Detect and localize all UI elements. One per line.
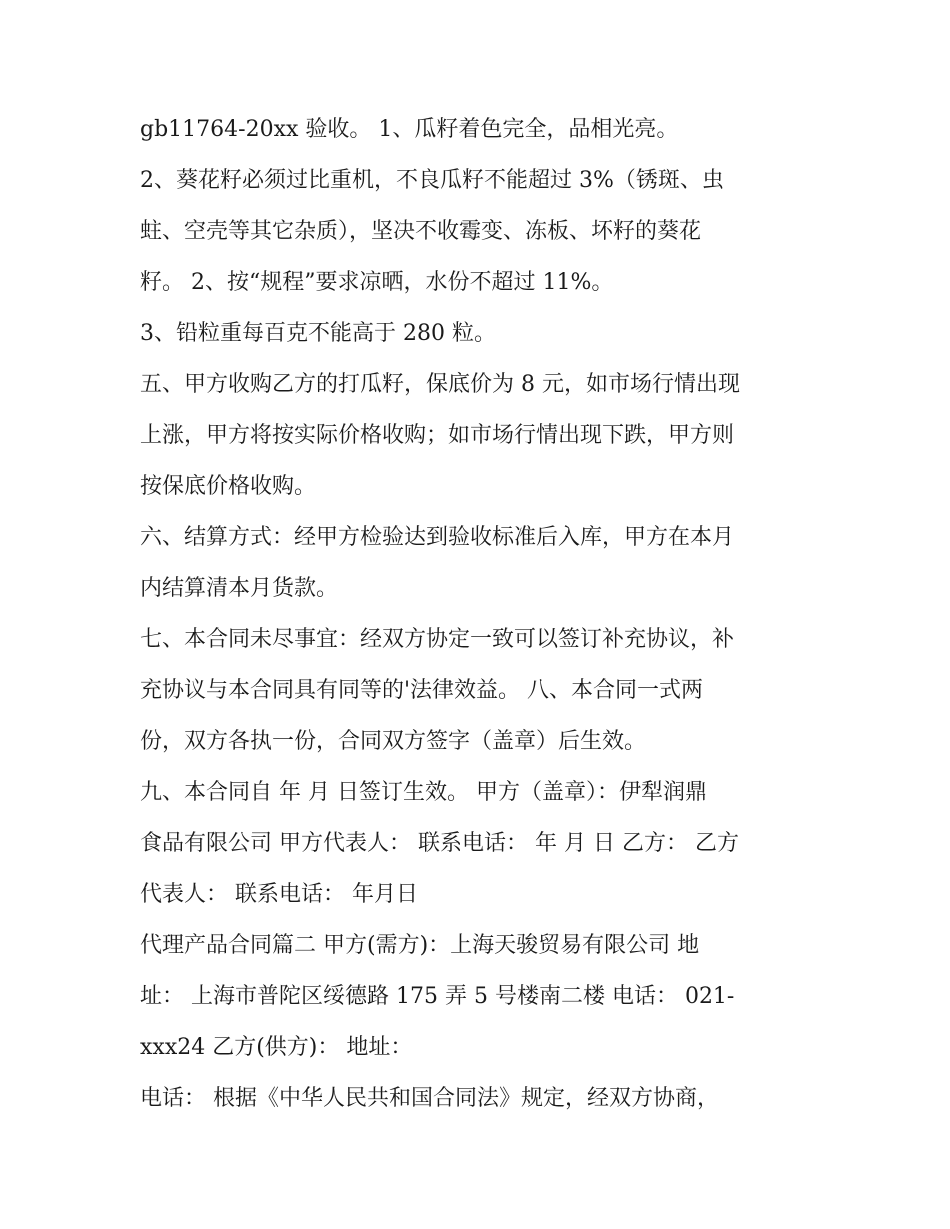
text-line: 内结算清本月货款。 bbox=[140, 576, 339, 601]
text-line: 七、本合同未尽事宜：经双方协定一致可以签订补充协议，补 bbox=[140, 627, 735, 652]
text-line: 蛀、空壳等其它杂质），坚决不收霉变、冻板、坏籽的葵花 bbox=[140, 219, 702, 244]
text-line: 代表人： 联系电话： 年月日 bbox=[140, 882, 418, 907]
text-line: 电话： 根据《中华人民共和国合同法》规定，经双方协商， bbox=[140, 1086, 719, 1111]
text-line: 上涨，甲方将按实际价格收购；如市场行情出现下跌，甲方则 bbox=[140, 423, 735, 448]
text-line: 址： 上海市普陀区绥德路 175 弄 5 号楼南二楼 电话： 021- bbox=[140, 984, 735, 1009]
text-line: 3、铅粒重每百克不能高于 280 粒。 bbox=[140, 321, 496, 346]
text-line: xxx24 乙方(供方)： 地址： bbox=[140, 1035, 413, 1060]
text-line: 六、结算方式：经甲方检验达到验收标准后入库，甲方在本月 bbox=[140, 525, 735, 550]
text-line: 按保底价格收购。 bbox=[140, 474, 317, 499]
text-line: 食品有限公司 甲方代表人： 联系电话： 年 月 日 乙方： 乙方 bbox=[140, 831, 739, 856]
text-line: 2、葵花籽必须过比重机，不良瓜籽不能超过 3%（锈斑、虫 bbox=[140, 168, 724, 193]
text-line: 九、本合同自 年 月 日签订生效。 甲方（盖章）：伊犁润鼎 bbox=[140, 780, 707, 805]
text-line: gb11764-20xx 验收。 1、瓜籽着色完全，品相光亮。 bbox=[140, 117, 679, 142]
text-line: 五、甲方收购乙方的打瓜籽，保底价为 8 元，如市场行情出现 bbox=[140, 372, 740, 397]
text-line: 代理产品合同篇二 甲方(需方)：上海天骏贸易有限公司 地 bbox=[140, 933, 700, 958]
text-line: 份，双方各执一份，合同双方签字（盖章）后生效。 bbox=[140, 729, 647, 754]
text-line: 充协议与本合同具有同等的'法律效益。 八、本合同一式两 bbox=[140, 678, 704, 703]
contract-body-text bbox=[140, 104, 830, 1124]
text-line: 籽。 2、按“规程”要求凉晒，水份不超过 11%。 bbox=[140, 270, 614, 295]
